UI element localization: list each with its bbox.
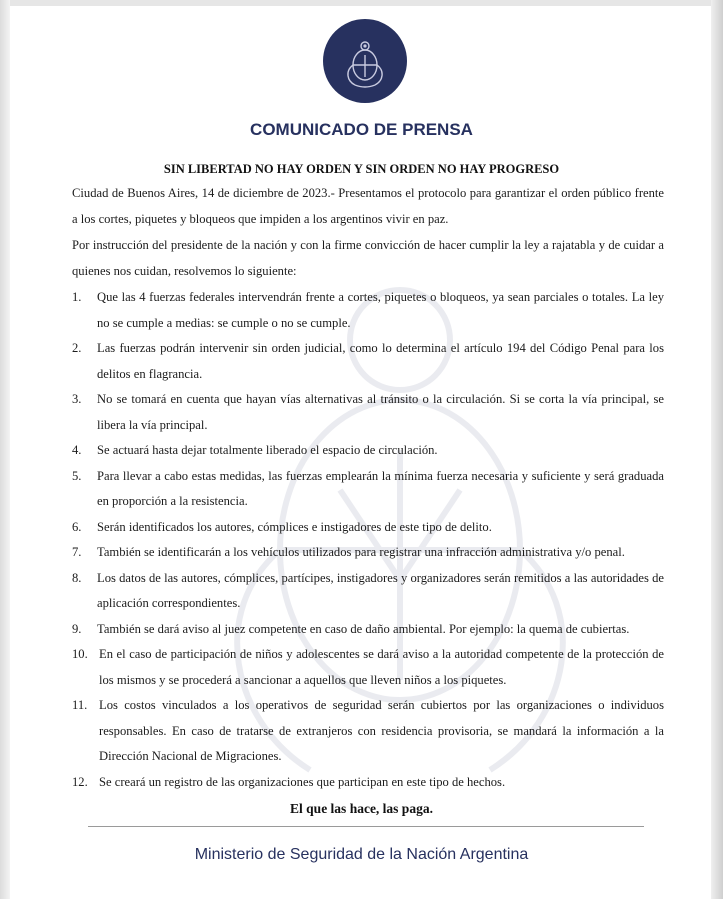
list-item-text: Los costos vinculados a los operativos de seguridad serán cubiertos por las organizaciones o individuos responsables. En caso de tratarse de extranjeros con residencia provisoria, se mandará la información a la Dirección Nacional de Migraciones. xyxy=(99,698,664,763)
list-item-text: También se identificarán a los vehículos utilizados para registrar una infracción administrativa y/o penal. xyxy=(97,545,625,559)
list-item xyxy=(72,464,664,515)
list-item xyxy=(72,642,664,693)
list-item xyxy=(72,336,664,387)
list-item-number: 12. xyxy=(72,774,88,789)
list-item-number: 5. xyxy=(72,468,82,483)
list-item-number: 1. xyxy=(72,290,82,304)
document-subtitle: SIN LIBERTAD NO HAY ORDEN Y SIN ORDEN NO HAY PROGRESO xyxy=(163,162,560,176)
list-item-number: 8. xyxy=(72,570,82,585)
list-item-number: 4. xyxy=(72,443,82,457)
list-item-number: 9. xyxy=(72,621,82,636)
list-item-text: Las fuerzas podrán intervenir sin orden judicial, como lo determina el artículo 194 del Código Penal para los delitos en flagrancia. xyxy=(97,341,664,381)
footer-divider xyxy=(88,826,644,827)
list-item-text: Se actuará hasta dejar totalmente liberado el espacio de circulación. xyxy=(97,443,438,457)
closing-motto: El que las hace, las paga. xyxy=(290,801,433,816)
intro-paragraph: Ciudad de Buenos Aires, 14 de diciembre de 2023.- Presentamos el protocolo para garantizar el orden público frente a los cortes, piquetes y bloqueos que impiden a los argentinos vivir en paz. xyxy=(72,186,664,226)
list-item-number: 2. xyxy=(72,341,82,355)
resolution-list xyxy=(72,285,664,795)
list-item xyxy=(72,693,664,770)
list-item xyxy=(72,387,664,438)
list-item-text: También se dará aviso al juez competente en caso de daño ambiental. Por ejemplo: la quema de cubiertas. xyxy=(97,621,630,636)
list-item-text: Que las 4 fuerzas federales intervendrán frente a cortes, piquetes o bloqueos, ya sean parciales o totales. La ley no se cumple a medias: se cumple o no se cumple. xyxy=(97,290,664,330)
list-item-text: En el caso de participación de niños y adolescentes se dará aviso a la autoridad competente de la protección de los mismos y se procederá a sancionar a aquellos que lleven niños a los piquetes. xyxy=(99,647,664,687)
ministry-signature: Ministerio de Seguridad de la Nación Argentina xyxy=(194,846,529,863)
list-item xyxy=(72,540,664,566)
list-item-number: 3. xyxy=(72,392,82,406)
document-title: COMUNICADO DE PRENSA xyxy=(250,120,473,139)
list-item-number: 6. xyxy=(72,519,82,534)
list-item-number: 11. xyxy=(72,698,88,712)
list-item-text: Serán identificados los autores, cómplices e instigadores de este tipo de delito. xyxy=(97,519,492,534)
list-item-text: Los datos de las autores, cómplices, partícipes, instigadores y organizadores serán remitidos a las autoridades de aplicación correspondientes. xyxy=(97,570,664,610)
list-item-number: 10. xyxy=(72,647,88,661)
instruction-paragraph: Por instrucción del presidente de la nación y con la firme convicción de hacer cumplir la ley a rajatabla y de cuidar a quienes nos cuidan, resolvemos lo siguiente: xyxy=(72,238,664,278)
list-item xyxy=(72,515,664,541)
list-item xyxy=(72,285,664,336)
list-item-number: 7. xyxy=(72,545,82,559)
list-item-text: Para llevar a cabo estas medidas, las fuerzas emplearán la mínima fuerza necesaria y suficiente y será graduada en proporción a la resistencia. xyxy=(97,468,664,508)
list-item xyxy=(72,617,664,643)
list-item xyxy=(72,438,664,464)
coat-of-arms-seal-icon xyxy=(323,19,407,103)
list-item xyxy=(72,770,664,796)
list-item-text: No se tomará en cuenta que hayan vías alternativas al tránsito o la circulación. Si se corta la vía principal, se libera la vía principal. xyxy=(97,392,664,432)
list-item xyxy=(72,566,664,617)
list-item-text: Se creará un registro de las organizaciones que participan en este tipo de hechos. xyxy=(99,774,506,789)
